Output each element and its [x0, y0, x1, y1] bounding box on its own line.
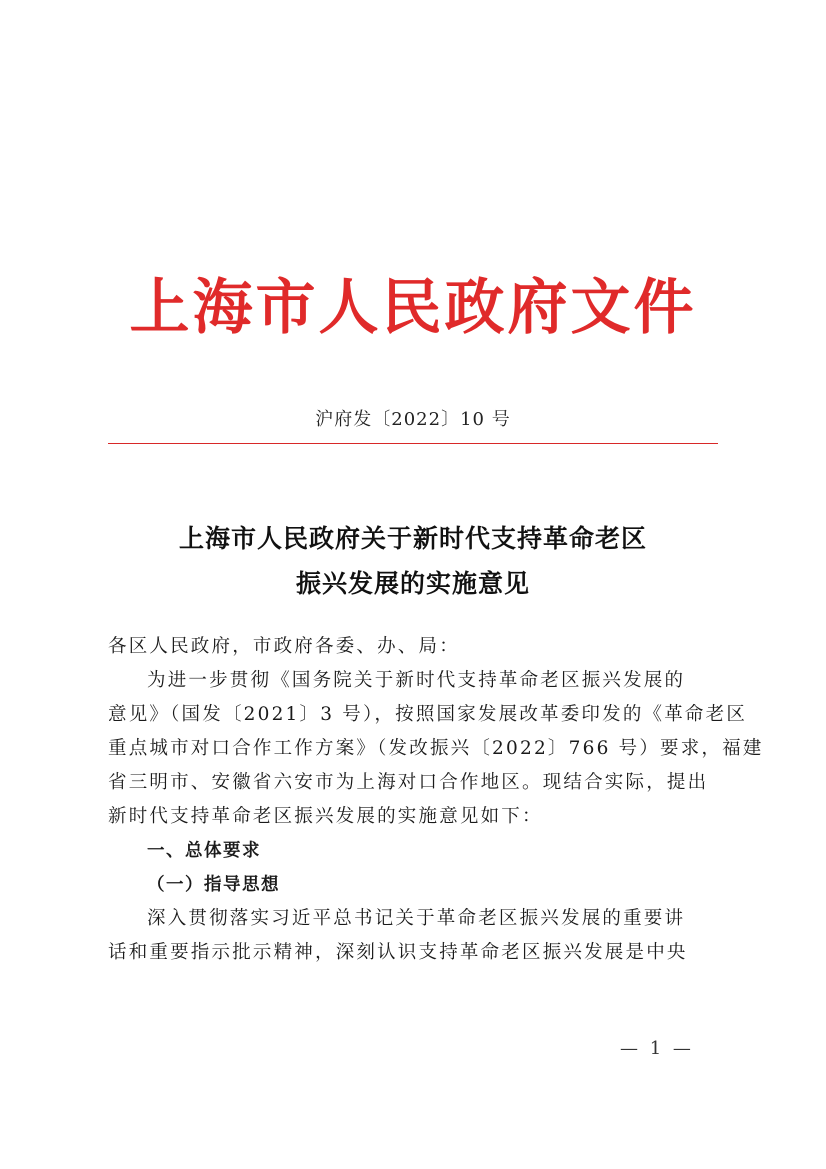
- document-body: [108, 630, 764, 970]
- document-title: [0, 516, 826, 606]
- paragraph-line: 深入贯彻落实习近平总书记关于革命老区振兴发展的重要讲: [147, 908, 686, 929]
- paragraph-line: 意见》（国发〔2021〕3 号），按照国家发展改革委印发的《革命老区: [108, 704, 748, 725]
- subsection-heading: （一）指导思想: [147, 875, 280, 895]
- paragraph-line: 为进一步贯彻《国务院关于新时代支持革命老区振兴发展的: [147, 670, 686, 691]
- page-number: — 1 —: [620, 1038, 694, 1059]
- document-number: 沪府发〔2022〕10 号: [315, 409, 511, 430]
- title-line-1: 上海市人民政府关于新时代支持革命老区: [178, 524, 647, 553]
- title-line-2: 振兴发展的实施意见: [295, 569, 530, 598]
- section-heading: 一、总体要求: [147, 841, 261, 861]
- salutation: 各区人民政府，市政府各委、办、局：: [108, 636, 460, 657]
- paragraph-line: 重点城市对口合作工作方案》（发改振兴〔2022〕766 号）要求，福建: [108, 738, 764, 759]
- red-divider-line: [108, 443, 718, 444]
- paragraph-line: 省三明市、安徽省六安市为上海对口合作地区。现结合实际，提出: [108, 772, 709, 793]
- paragraph-line: 新时代支持革命老区振兴发展的实施意见如下：: [108, 806, 543, 827]
- document-masthead: 上海市人民政府文件: [129, 273, 697, 343]
- paragraph-line: 话和重要指示批示精神，深刻认识支持革命老区振兴发展是中央: [108, 942, 688, 963]
